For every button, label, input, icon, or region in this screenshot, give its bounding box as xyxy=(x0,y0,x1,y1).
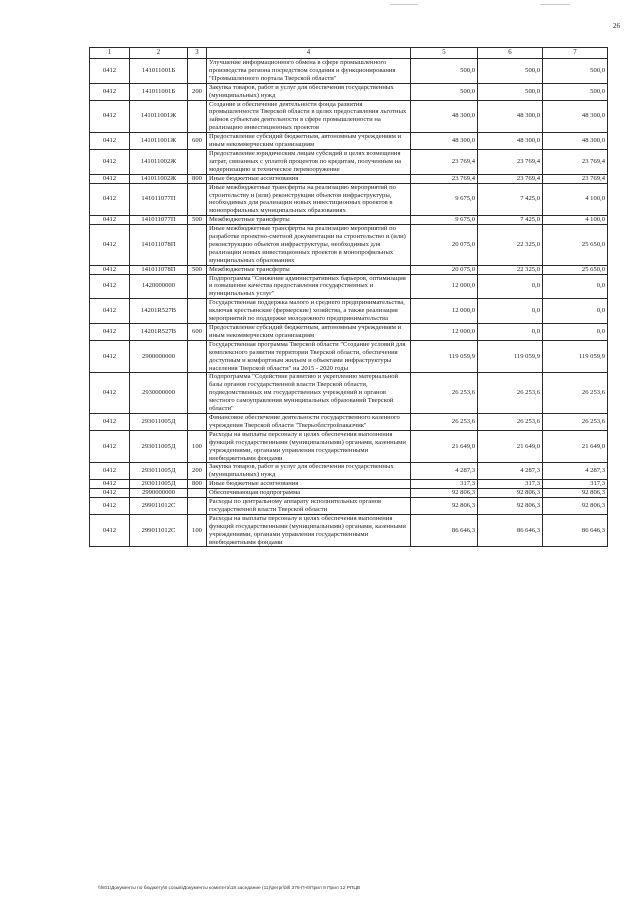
expense-type-code xyxy=(188,489,207,498)
amount-year-2: 500,0 xyxy=(478,83,543,100)
column-header: 6 xyxy=(478,48,543,59)
table-row xyxy=(90,430,608,463)
amount-year-3: 0,0 xyxy=(543,274,608,299)
amount-year-3: 25 650,0 xyxy=(543,265,608,274)
amount-year-1: 92 806,3 xyxy=(411,489,478,498)
budget-table xyxy=(89,47,608,547)
amount-year-1: 20 075,0 xyxy=(411,225,478,266)
section-code: 0412 xyxy=(90,373,130,414)
amount-year-3: 4 100,0 xyxy=(543,183,608,216)
amount-year-3: 4 287,3 xyxy=(543,463,608,480)
table-row xyxy=(90,59,608,84)
amount-year-1: 317,3 xyxy=(411,480,478,489)
section-code: 0412 xyxy=(90,489,130,498)
expense-type-code xyxy=(188,274,207,299)
item-name: Расходы на выплаты персоналу в целях обеспечения выполнения функций государственными (муниципальными) органами, казенными учреждениями, органами управления государственными внебюджетными фондами xyxy=(207,514,411,547)
amount-year-2: 22 325,0 xyxy=(478,265,543,274)
item-name: Межбюджетные трансферты xyxy=(207,265,411,274)
amount-year-3: 48 300,0 xyxy=(543,100,608,133)
section-code: 0412 xyxy=(90,498,130,515)
column-header: 2 xyxy=(130,48,188,59)
table-row xyxy=(90,498,608,515)
item-name: Иные бюджетные ассигнования xyxy=(207,174,411,183)
expense-type-code: 600 xyxy=(188,133,207,150)
expense-type-code: 800 xyxy=(188,480,207,489)
table-row xyxy=(90,463,608,480)
expense-type-code xyxy=(188,149,207,174)
amount-year-2: 0,0 xyxy=(478,324,543,341)
target-article-code: 299011012С xyxy=(130,514,188,547)
expense-type-code xyxy=(188,498,207,515)
item-name: Улучшение информационного обмена в сфере промышленного производства региона посредством создания и функционирования "Промышленного портала Тверской области" xyxy=(207,59,411,84)
target-article-code: 1420000000 xyxy=(130,274,188,299)
amount-year-3: 0,0 xyxy=(543,299,608,324)
amount-year-1: 48 300,0 xyxy=(411,133,478,150)
item-name: Закупка товаров, работ и услуг для обеспечения государственных (муниципальных) нужд xyxy=(207,83,411,100)
amount-year-1: 21 649,0 xyxy=(411,430,478,463)
amount-year-3: 21 649,0 xyxy=(543,430,608,463)
expense-type-code xyxy=(188,100,207,133)
amount-year-1: 12 000,0 xyxy=(411,324,478,341)
expense-type-code: 200 xyxy=(188,83,207,100)
amount-year-2: 119 059,9 xyxy=(478,340,543,373)
table-row xyxy=(90,225,608,266)
section-code: 0412 xyxy=(90,83,130,100)
target-article-code: 141011002Ж xyxy=(130,174,188,183)
section-code: 0412 xyxy=(90,413,130,430)
amount-year-3: 23 769,4 xyxy=(543,174,608,183)
target-article-code: 14201R527В xyxy=(130,324,188,341)
file-path-footer: \\fs01\Документы по бюджету\6 созыв\Документы комитета\18 заседание (11)\регрг\bill 376-П-6\Прил 8 Прил 12 РПЦВ xyxy=(98,886,361,891)
item-name: Предоставление юридическим лицам субсидий в целях возмещения затрат, связанных с уплатой процентов по кредитам, полученным на модернизацию и техническое перевооружение xyxy=(207,149,411,174)
section-code: 0412 xyxy=(90,463,130,480)
item-name: Подпрограмма "Содействие развитию и укреплению материальной базы органов государственной власти Тверской области, подведомственных им государственных учреждений и органов местного самоуправления муниципальных образований Тверской области" xyxy=(207,373,411,414)
amount-year-1: 9 675,0 xyxy=(411,216,478,225)
scan-artifact xyxy=(540,4,570,5)
column-header: 1 xyxy=(90,48,130,59)
amount-year-1: 9 675,0 xyxy=(411,183,478,216)
section-code: 0412 xyxy=(90,133,130,150)
amount-year-3: 92 806,3 xyxy=(543,498,608,515)
target-article-code: 2990000000 xyxy=(130,489,188,498)
target-article-code: 299011012С xyxy=(130,498,188,515)
column-header: 3 xyxy=(188,48,207,59)
amount-year-2: 26 253,6 xyxy=(478,413,543,430)
item-name: Иные межбюджетные трансферты на реализацию мероприятий по разработке проектно-сметной документации на строительство и (или) реконструкцию объектов инфраструктуры, необходимых для реализации новых инвестиционных проектов в монопрофильных муниципальных образованиях xyxy=(207,225,411,266)
amount-year-3: 500,0 xyxy=(543,83,608,100)
item-name: Обеспечивающая подпрограмма xyxy=(207,489,411,498)
amount-year-1: 26 253,6 xyxy=(411,373,478,414)
table-row xyxy=(90,324,608,341)
amount-year-3: 26 253,6 xyxy=(543,413,608,430)
amount-year-2: 26 253,6 xyxy=(478,373,543,414)
amount-year-2: 92 806,3 xyxy=(478,498,543,515)
table-row xyxy=(90,149,608,174)
amount-year-2: 92 806,3 xyxy=(478,489,543,498)
section-code: 0412 xyxy=(90,100,130,133)
amount-year-3: 500,0 xyxy=(543,59,608,84)
amount-year-3: 48 300,0 xyxy=(543,133,608,150)
amount-year-1: 500,0 xyxy=(411,59,478,84)
amount-year-3: 25 650,0 xyxy=(543,225,608,266)
table-row xyxy=(90,489,608,498)
table-row xyxy=(90,216,608,225)
table-row xyxy=(90,373,608,414)
expense-type-code xyxy=(188,373,207,414)
section-code: 0412 xyxy=(90,274,130,299)
amount-year-1: 86 646,3 xyxy=(411,514,478,547)
amount-year-1: 4 287,3 xyxy=(411,463,478,480)
amount-year-3: 26 253,6 xyxy=(543,373,608,414)
column-header: 4 xyxy=(207,48,411,59)
section-code: 0412 xyxy=(90,430,130,463)
section-code: 0412 xyxy=(90,59,130,84)
amount-year-2: 23 769,4 xyxy=(478,149,543,174)
item-name: Государственная программа Тверской области "Создание условий для комплексного развития территории Тверской области, обеспечения доступным и комфортным жильем и объектами инфраструктуры населения Тверской области" на 2015 - 2020 годы xyxy=(207,340,411,373)
table-row xyxy=(90,100,608,133)
amount-year-1: 23 769,4 xyxy=(411,174,478,183)
page-number: 26 xyxy=(613,22,620,30)
amount-year-3: 119 059,9 xyxy=(543,340,608,373)
table-row xyxy=(90,183,608,216)
expense-type-code: 800 xyxy=(188,174,207,183)
target-article-code: 141011078П xyxy=(130,225,188,266)
item-name: Расходы на выплаты персоналу в целях обеспечения выполнения функций государственными (муниципальными) органами, казенными учреждениями, органами управления государственными внебюджетными фондами xyxy=(207,430,411,463)
target-article-code: 2900000000 xyxy=(130,340,188,373)
target-article-code: 141011002Ж xyxy=(130,149,188,174)
target-article-code: 141011078П xyxy=(130,265,188,274)
amount-year-3: 23 769,4 xyxy=(543,149,608,174)
amount-year-1: 92 806,3 xyxy=(411,498,478,515)
table-row xyxy=(90,174,608,183)
amount-year-3: 0,0 xyxy=(543,324,608,341)
amount-year-2: 22 325,0 xyxy=(478,225,543,266)
item-name: Закупка товаров, работ и услуг для обеспечения государственных (муниципальных) нужд xyxy=(207,463,411,480)
section-code: 0412 xyxy=(90,340,130,373)
amount-year-2: 7 425,0 xyxy=(478,216,543,225)
amount-year-2: 23 769,4 xyxy=(478,174,543,183)
amount-year-2: 0,0 xyxy=(478,299,543,324)
section-code: 0412 xyxy=(90,299,130,324)
target-article-code: 293011005Д xyxy=(130,430,188,463)
table-row xyxy=(90,340,608,373)
amount-year-1: 119 059,9 xyxy=(411,340,478,373)
amount-year-2: 500,0 xyxy=(478,59,543,84)
amount-year-2: 48 300,0 xyxy=(478,133,543,150)
expense-type-code: 200 xyxy=(188,463,207,480)
expense-type-code: 500 xyxy=(188,216,207,225)
item-name: Иные межбюджетные трансферты на реализацию мероприятий по строительству и (или) реконструкции объектов инфраструктуры, необходимых для реализации новых инвестиционных проектов в монопрофильных муниципальных образованиях xyxy=(207,183,411,216)
column-header: 7 xyxy=(543,48,608,59)
target-article-code: 141011077П xyxy=(130,216,188,225)
expense-type-code xyxy=(188,299,207,324)
expense-type-code: 100 xyxy=(188,514,207,547)
target-article-code: 141011077П xyxy=(130,183,188,216)
amount-year-2: 4 287,3 xyxy=(478,463,543,480)
amount-year-1: 500,0 xyxy=(411,83,478,100)
amount-year-1: 26 253,6 xyxy=(411,413,478,430)
section-code: 0412 xyxy=(90,265,130,274)
amount-year-1: 12 000,0 xyxy=(411,299,478,324)
target-article-code: 14201R527В xyxy=(130,299,188,324)
table-row xyxy=(90,514,608,547)
amount-year-1: 48 300,0 xyxy=(411,100,478,133)
section-code: 0412 xyxy=(90,225,130,266)
section-code: 0412 xyxy=(90,149,130,174)
target-article-code: 141011001Ж xyxy=(130,133,188,150)
table-header-row xyxy=(90,48,608,59)
amount-year-2: 86 646,3 xyxy=(478,514,543,547)
target-article-code: 141011001Б xyxy=(130,59,188,84)
column-header: 5 xyxy=(411,48,478,59)
section-code: 0412 xyxy=(90,480,130,489)
table-row xyxy=(90,299,608,324)
table-row xyxy=(90,265,608,274)
table-row xyxy=(90,274,608,299)
target-article-code: 141011001Ж xyxy=(130,100,188,133)
item-name: Подпрограмма "Снижение административных барьеров, оптимизация и повышение качества предоставления государственных и муниципальных услуг" xyxy=(207,274,411,299)
item-name: Предоставление субсидий бюджетным, автономным учреждениям и иным некоммерческим организациям xyxy=(207,133,411,150)
table-row xyxy=(90,480,608,489)
item-name: Расходы по центральному аппарату исполнительных органов государственной власти Тверской области xyxy=(207,498,411,515)
amount-year-3: 4 100,0 xyxy=(543,216,608,225)
expense-type-code: 500 xyxy=(188,265,207,274)
expense-type-code: 100 xyxy=(188,430,207,463)
expense-type-code xyxy=(188,225,207,266)
amount-year-2: 21 649,0 xyxy=(478,430,543,463)
amount-year-3: 317,3 xyxy=(543,480,608,489)
section-code: 0412 xyxy=(90,514,130,547)
item-name: Иные бюджетные ассигнования xyxy=(207,480,411,489)
section-code: 0412 xyxy=(90,174,130,183)
expense-type-code xyxy=(188,413,207,430)
amount-year-2: 317,3 xyxy=(478,480,543,489)
amount-year-1: 23 769,4 xyxy=(411,149,478,174)
expense-type-code: 600 xyxy=(188,324,207,341)
target-article-code: 293011005Д xyxy=(130,480,188,489)
item-name: Финансовое обеспечение деятельности государственного казенного учреждения Тверской области "Тверьоблстройзаказчик" xyxy=(207,413,411,430)
item-name: Предоставление субсидий бюджетным, автономным учреждениям и иным некоммерческим организациям xyxy=(207,324,411,341)
amount-year-3: 92 806,3 xyxy=(543,489,608,498)
table-row xyxy=(90,83,608,100)
scan-artifact xyxy=(390,4,418,5)
expense-type-code xyxy=(188,183,207,216)
amount-year-2: 7 425,0 xyxy=(478,183,543,216)
amount-year-1: 12 000,0 xyxy=(411,274,478,299)
amount-year-2: 0,0 xyxy=(478,274,543,299)
target-article-code: 293011005Д xyxy=(130,413,188,430)
section-code: 0412 xyxy=(90,216,130,225)
amount-year-1: 20 075,0 xyxy=(411,265,478,274)
amount-year-3: 86 646,3 xyxy=(543,514,608,547)
table-row xyxy=(90,133,608,150)
target-article-code: 293011005Д xyxy=(130,463,188,480)
amount-year-2: 48 300,0 xyxy=(478,100,543,133)
expense-type-code xyxy=(188,340,207,373)
section-code: 0412 xyxy=(90,324,130,341)
table-row xyxy=(90,413,608,430)
item-name: Государственная поддержка малого и среднего предпринимательства, включая крестьянские (фермерские) хозяйства, а также реализация мероприятий по поддержке молодежного предпринимательства xyxy=(207,299,411,324)
item-name: Межбюджетные трансферты xyxy=(207,216,411,225)
section-code: 0412 xyxy=(90,183,130,216)
expense-type-code xyxy=(188,59,207,84)
target-article-code: 141011001Б xyxy=(130,83,188,100)
target-article-code: 2930000000 xyxy=(130,373,188,414)
item-name: Создание и обеспечение деятельности фонда развития промышленности Тверской области в целях предоставления льготных займов субъектам деятельности в сфере промышленности на реализацию инвестиционных проектов xyxy=(207,100,411,133)
